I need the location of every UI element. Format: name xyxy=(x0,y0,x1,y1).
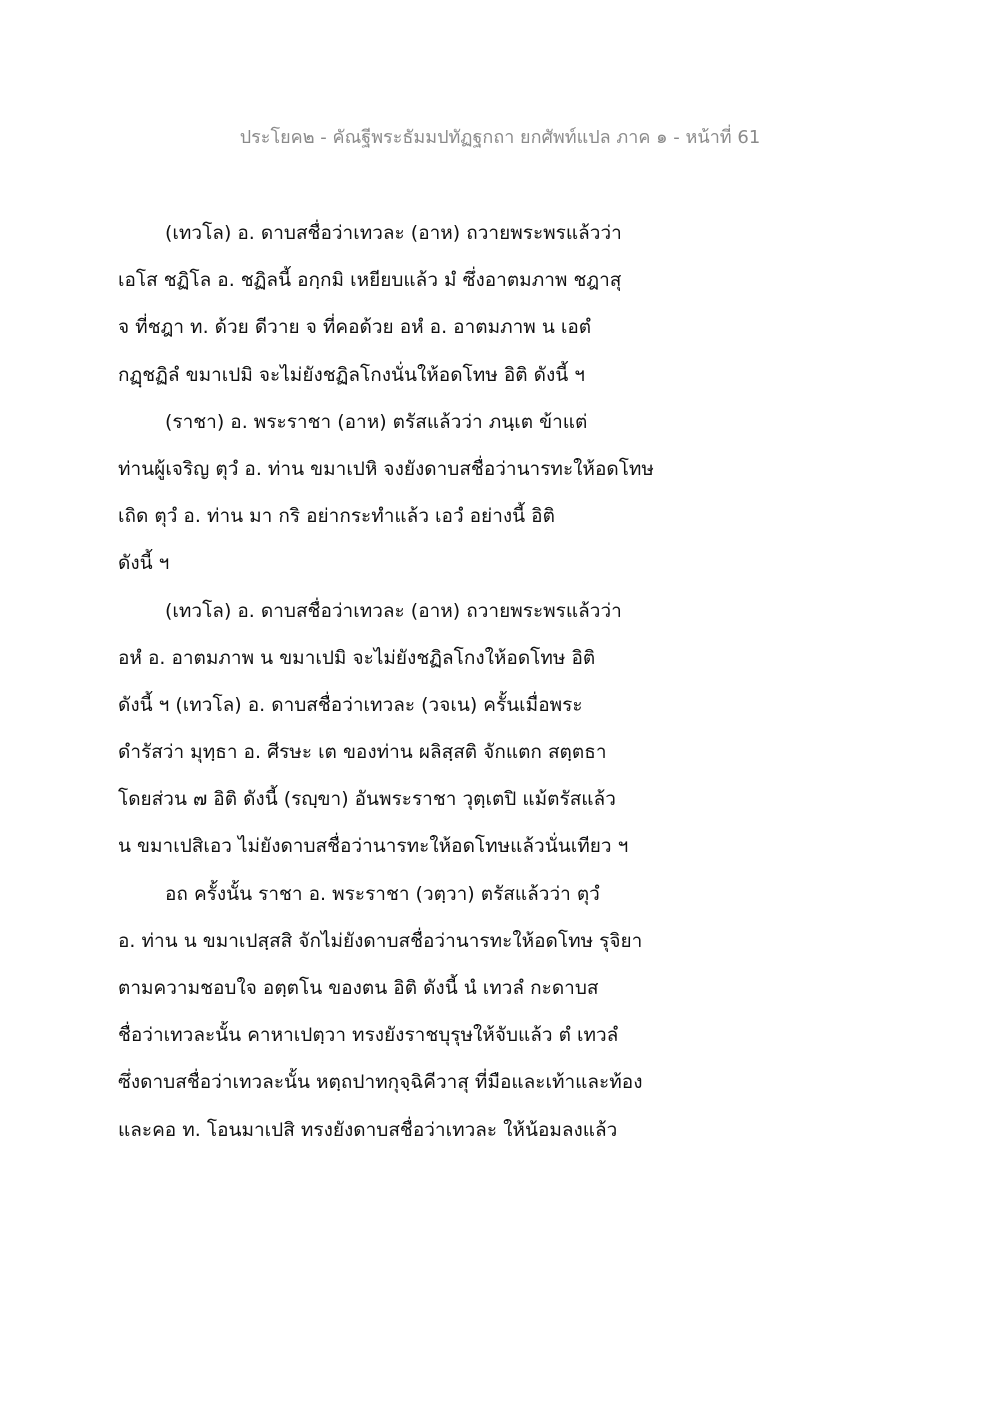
text-line: ท่านผู้เจริญ ตุวํ อ. ท่าน ขมาเปหิ จงยังดาบสชื่อว่านารทะให้อดโทษ xyxy=(118,457,654,480)
text-line: และคอ ท. โอนมาเปสิ ทรงยังดาบสชื่อว่าเทวละ ให้น้อมลงแล้ว xyxy=(118,1118,618,1141)
text-line: จ ที่ชฎา ท. ด้วย ดีวาย จ ที่คอด้วย อหํ อ. อาตมภาพ น เอตํ xyxy=(118,316,592,339)
page-header: ประโยค๒ - คัณฐีพระธัมมปทัฏฐกถา ยกศัพท์แปล ภาค ๑ - หน้าที่ 61 xyxy=(239,127,761,148)
text-line: เอโส ชฏิโล อ. ชฏิลนี้ อกฺกมิ เหยียบแล้ว มํ ซึ่งอาตมภาพ ชฎาสุ xyxy=(118,269,622,292)
text-line: (เทวโล) อ. ดาบสชื่อว่าเทวละ (อาห) ถวายพระพรแล้วว่า xyxy=(165,599,622,622)
text-line: ตามความชอบใจ อตฺตโน ของตน อิติ ดังนี้ นํ เทวลํ กะดาบส xyxy=(118,977,599,999)
text-line: อ. ท่าน น ขมาเปสฺสสิ จักไม่ยังดาบสชื่อว่านารทะให้อดโทษ รุจิยา xyxy=(118,929,643,952)
text-line: กฏฺชฏิลํ ขมาเปมิ จะไม่ยังชฏิลโกงนั่นให้อดโทษ อิติ ดังนี้ ฯ xyxy=(118,363,585,386)
text-line: ดังนี้ ฯ xyxy=(118,552,170,575)
body-text xyxy=(118,215,718,1159)
text-line: ดังนี้ ฯ (เทวโล) อ. ดาบสชื่อว่าเทวละ (วจเน) ครั้นเมื่อพระ xyxy=(118,693,583,716)
text-line: น ขมาเปสิเอว ไม่ยังดาบสชื่อว่านารทะให้อดโทษแล้วนั่นเทียว ฯ xyxy=(118,835,629,858)
text-line: เถิด ตุวํ อ. ท่าน มา กริ อย่ากระทำแล้ว เอวํ อย่างนี้ อิติ xyxy=(118,505,555,528)
text-line: (ราชา) อ. พระราชา (อาห) ตรัสแล้วว่า ภนฺเต ข้าแต่ xyxy=(165,410,588,433)
text-line: โดยส่วน ๗ อิติ ดังนี้ (รญฺขา) อันพระราชา วุตฺเตปิ แม้ตรัสแล้ว xyxy=(118,788,616,811)
text-line: ซึ่งดาบสชื่อว่าเทวละนั้น หตฺถปาทกุจฺฉิคีวาสุ ที่มือและเท้าและท้อง xyxy=(118,1071,643,1094)
text-line: (เทวโล) อ. ดาบสชื่อว่าเทวละ (อาห) ถวายพระพรแล้วว่า xyxy=(165,222,622,244)
text-line: อถ ครั้งนั้น ราชา อ. พระราชา (วตฺวา) ตรัสแล้วว่า ตุวํ xyxy=(165,882,600,905)
text-line: ชื่อว่าเทวละนั้น คาหาเปตฺวา ทรงยังราชบุรุษให้จับแล้ว ตํ เทวลํ xyxy=(118,1024,619,1047)
text-line: อหํ อ. อาตมภาพ น ขมาเปมิ จะไม่ยังชฏิลโกงให้อดโทษ อิติ xyxy=(118,646,596,669)
text-line: ดำรัสว่า มุทฺธา อ. ศีรษะ เต ของท่าน ผลิสฺสติ จักแตก สตฺตธา xyxy=(118,741,607,764)
